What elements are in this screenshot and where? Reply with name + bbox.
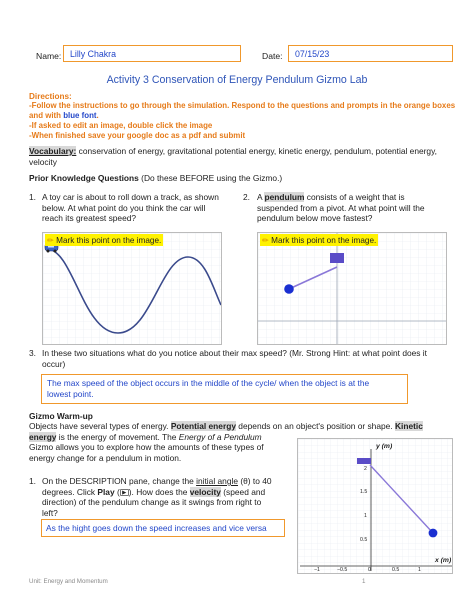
play-term: Play xyxy=(97,486,115,497)
q2-line-1-rest: consists of a weight that is xyxy=(304,192,405,202)
footer-page-number: 1 xyxy=(362,578,366,585)
q2-text xyxy=(257,192,462,224)
name-value: Lilly Chakra xyxy=(70,49,116,59)
directions-line-3: -When finished save your google doc as a pdf and submit xyxy=(29,131,246,140)
step1-l1-rest: (θ) to 40 xyxy=(238,476,272,486)
step1-text xyxy=(42,476,292,518)
vocabulary-terms-line-1: conservation of energy, gravitational potential energy, kinetic energy, pendulum, potential energy, xyxy=(76,146,437,156)
q3-answer-line-1: The max speed of the object occurs in the middle of the cycle/ when the object is at the xyxy=(47,378,370,388)
date-value: 07/15/23 xyxy=(295,49,330,59)
step1-l2-rest: (speed and xyxy=(220,486,266,497)
directions-heading: Directions: xyxy=(29,92,72,101)
directions-line-1b-post: . xyxy=(96,111,99,120)
gizmo-warmup-heading: Gizmo Warm-up xyxy=(29,411,93,421)
directions-block xyxy=(29,92,459,141)
q3-number: 3. xyxy=(29,348,36,358)
step1-l2-pre: degrees. Click xyxy=(42,486,98,497)
step1-number: 1. xyxy=(29,476,36,486)
warmup-p-l3: Gizmo allows you to explore how the amounts of these types of xyxy=(29,442,264,453)
vocabulary xyxy=(29,146,459,167)
track-svg xyxy=(43,233,222,345)
play-icon: ▶ xyxy=(120,489,129,496)
step1-answer-box[interactable] xyxy=(41,519,285,537)
initial-angle-term: initial angle xyxy=(196,476,238,486)
x-tick-neg1: −1 xyxy=(314,567,320,573)
q3-text xyxy=(42,348,462,369)
pendulum-image[interactable] xyxy=(257,232,447,345)
pendulum-bob-3 xyxy=(429,529,438,538)
warmup-p-l1-mid: depends on an object's position or shape. xyxy=(235,421,395,431)
energy-term: energy xyxy=(29,431,57,442)
y-axis-label: y (m) xyxy=(376,443,393,450)
q3-line-2: occur) xyxy=(42,358,66,369)
pencil-icon: ✏ xyxy=(47,236,54,245)
step1-l1: On the DESCRIPTION pane, change the xyxy=(42,476,197,486)
q2-pendulum-term: pendulum xyxy=(264,192,305,202)
q1-number: 1. xyxy=(29,192,36,202)
q2-line-2: suspended from a pivot. At what point will the xyxy=(257,202,425,213)
y-tick-2: 2 xyxy=(364,466,367,472)
date-label: Date: xyxy=(262,51,283,61)
mark-text-1: Mark this point on the image. xyxy=(56,236,162,245)
q3-answer-box[interactable] xyxy=(41,374,408,404)
mark-badge-2 xyxy=(260,234,378,246)
mark-text-2: Mark this point on the image. xyxy=(271,236,377,245)
y-tick-1-5: 1.5 xyxy=(360,489,368,495)
x-tick-0: 0 xyxy=(368,567,371,573)
step1-l4: left? xyxy=(42,507,58,518)
potential-energy-term: Potential energy xyxy=(170,421,236,431)
y-tick-0-5: 0.5 xyxy=(360,537,368,543)
mark-badge-1 xyxy=(45,234,163,246)
q2-number: 2. xyxy=(243,192,250,202)
warmup-p-l4: energy change for a pendulum in motion. xyxy=(29,452,182,463)
step1-answer: As the hight goes down the speed increases and vice versa xyxy=(46,523,267,533)
warmup-p-l1-pre: Objects have several types of energy. xyxy=(29,421,171,431)
x-tick-1: 1 xyxy=(418,567,421,573)
footer-unit: Unit: Energy and Momentum xyxy=(29,578,108,585)
coordinate-svg xyxy=(298,439,453,574)
q3-answer-line-2: lowest point. xyxy=(47,389,94,399)
gizmo-name: Energy of a Pendulum xyxy=(178,431,262,442)
name-label: Name: xyxy=(36,51,62,61)
pendulum-bob xyxy=(284,284,294,294)
q1-line-2: below. At what point do you think the car will xyxy=(42,202,206,213)
pendulum-coordinate-image[interactable] xyxy=(297,438,453,574)
step1-l2-mid2: ). How does the xyxy=(128,486,190,497)
date-field[interactable] xyxy=(288,45,453,62)
name-field[interactable] xyxy=(63,45,241,62)
page-title: Activity 3 Conservation of Energy Pendulum Gizmo Lab xyxy=(106,74,368,86)
prior-knowledge-subheading: (Do these BEFORE using the Gizmo.) xyxy=(138,173,283,183)
pencil-icon: ✏ xyxy=(262,236,269,245)
directions-line-2: -If asked to edit an image, double click the image xyxy=(29,121,213,130)
pivot-block-3 xyxy=(357,458,371,464)
directions-line-1: -Follow the instructions to go through the simulation. Respond to the questions and prompts in the orange boxes xyxy=(29,101,456,110)
vocabulary-label: Vocabulary: xyxy=(29,146,77,156)
pivot-block xyxy=(330,253,344,263)
q1-line-1: A toy car is about to roll down a track, as shown xyxy=(42,192,219,202)
x-tick-neg0-5: −0.5 xyxy=(337,567,348,573)
prior-knowledge-heading: Prior Knowledge Questions xyxy=(29,173,139,183)
directions-line-1b-pre: and with xyxy=(29,111,64,120)
velocity-term: velocity xyxy=(189,486,221,497)
pendulum-svg xyxy=(258,233,447,345)
step1-l3: direction) of the pendulum change as it swings from right to xyxy=(42,497,262,508)
warmup-p-l2-rest: is the energy of movement. The xyxy=(56,431,179,442)
kinetic-term: Kinetic xyxy=(394,421,423,431)
x-tick-0-5: 0.5 xyxy=(392,567,400,573)
q3-line-1: In these two situations what do you notice about their max speed? (Mr. Strong Hint: at what point does it xyxy=(42,348,427,358)
q2-pre: A xyxy=(257,192,265,202)
x-axis-label: x (m) xyxy=(435,557,452,564)
q2-line-3: pendulum below move fastest? xyxy=(257,213,373,224)
prior-knowledge-heading-row xyxy=(29,173,282,184)
y-tick-1: 1 xyxy=(364,513,367,519)
directions-blue-font: blue font xyxy=(63,111,97,120)
q1-line-3: reach its greatest speed? xyxy=(42,213,137,224)
toy-car-track-image[interactable] xyxy=(42,232,222,345)
step1-l2-mid: ( xyxy=(114,486,120,497)
vocabulary-terms-line-2: velocity xyxy=(29,156,57,167)
q1-text xyxy=(42,192,242,224)
